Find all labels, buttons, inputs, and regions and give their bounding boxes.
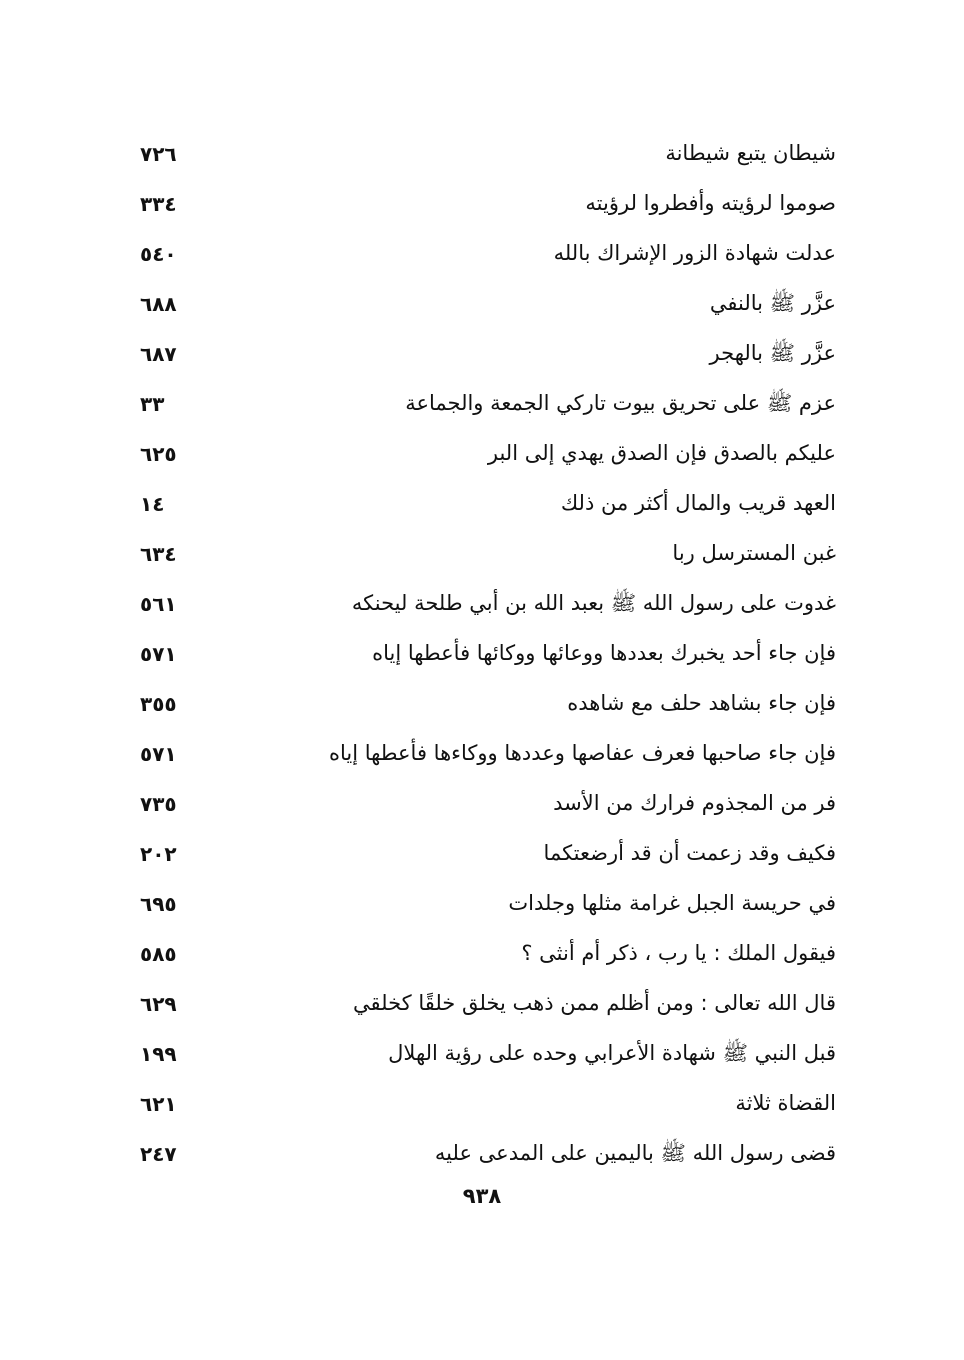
index-entry xyxy=(130,228,836,278)
entry-page-number: ٦٨٨ xyxy=(140,292,177,316)
entry-page-number: ٦٣٤ xyxy=(140,542,177,566)
entry-page-number: ٦٢٩ xyxy=(140,992,177,1016)
index-entry xyxy=(130,178,836,228)
entry-text: القضاة ثلاثة xyxy=(735,1091,836,1115)
index-entry xyxy=(130,778,836,828)
entry-text: في حريسة الجبل غرامة مثلها وجلدات xyxy=(508,891,836,915)
index-list xyxy=(130,128,836,1178)
index-entry xyxy=(130,828,836,878)
entry-text: شيطان يتبع شيطانة xyxy=(665,141,836,165)
entry-page-number: ٥٦١ xyxy=(140,592,177,616)
index-entry xyxy=(130,978,836,1028)
index-entry xyxy=(130,428,836,478)
entry-text: فإن جاء أحد يخبرك بعددها ووعائها ووكائها فأعطها إياه xyxy=(372,641,836,665)
entry-page-number: ٢٠٢ xyxy=(140,842,177,866)
entry-text: فإن جاء بشاهد حلف مع شاهده xyxy=(567,691,836,715)
entry-page-number: ٥٨٥ xyxy=(140,942,177,966)
entry-text: غبن المسترسل ربا xyxy=(672,541,836,565)
entry-text: عدلت شهادة الزور الإشراك بالله xyxy=(553,241,836,265)
index-entry xyxy=(130,528,836,578)
index-entry xyxy=(130,728,836,778)
entry-page-number: ٦٩٥ xyxy=(140,892,177,916)
index-entry xyxy=(130,578,836,628)
index-entry xyxy=(130,628,836,678)
index-entry xyxy=(130,1028,836,1078)
entry-text: عزَّر ﷺ بالهجر xyxy=(709,341,836,365)
index-entry xyxy=(130,1078,836,1128)
entry-text: فكيف وقد زعمت أن قد أرضعتكما xyxy=(543,841,836,865)
entry-text: فر من المجذوم فرارك من الأسد xyxy=(553,791,836,815)
entry-text: قال الله تعالى : ومن أظلم ممن ذهب يخلق خلقًا كخلقي xyxy=(353,991,836,1015)
entry-page-number: ٧٢٦ xyxy=(140,142,177,166)
entry-page-number: ٧٣٥ xyxy=(140,792,177,816)
entry-page-number: ١٩٩ xyxy=(140,1042,177,1066)
entry-page-number: ٢٤٧ xyxy=(140,1142,177,1166)
entry-text: غدوت على رسول الله ﷺ بعبد الله بن أبي طلحة ليحنكه xyxy=(351,591,836,615)
entry-text: قبل النبي ﷺ شهادة الأعرابي وحده على رؤية الهلال xyxy=(388,1041,836,1065)
entry-text: عزم ﷺ على تحريق بيوت تاركي الجمعة والجماعة xyxy=(405,391,836,415)
entry-page-number: ٣٣٤ xyxy=(140,192,177,216)
index-entry xyxy=(130,128,836,178)
entry-page-number: ٥٧١ xyxy=(140,742,177,766)
entry-text: صوموا لرؤيته وأفطروا لرؤيته xyxy=(585,191,836,215)
entry-page-number: ١٤ xyxy=(140,492,165,516)
index-entry xyxy=(130,478,836,528)
folio-page-number: ٩٣٨ xyxy=(462,1184,502,1208)
entry-text: العهد قريب والمال أكثر من ذلك xyxy=(560,491,836,515)
entry-page-number: ٥٧١ xyxy=(140,642,177,666)
index-entry xyxy=(130,328,836,378)
entry-page-number: ٣٣ xyxy=(140,392,165,416)
index-entry xyxy=(130,928,836,978)
index-entry xyxy=(130,1128,836,1178)
entry-text: عزَّر ﷺ بالنفي xyxy=(709,291,836,315)
index-entry xyxy=(130,678,836,728)
entry-text: عليكم بالصدق فإن الصدق يهدي إلى البر xyxy=(487,441,836,465)
entry-text: فيقول الملك : يا رب ، ذكر أم أنثى ؟ xyxy=(521,941,836,965)
index-entry xyxy=(130,878,836,928)
index-entry xyxy=(130,278,836,328)
entry-page-number: ٣٥٥ xyxy=(140,692,177,716)
entry-page-number: ٥٤٠ xyxy=(140,242,177,266)
entry-page-number: ٦٢١ xyxy=(140,1092,177,1116)
entry-text: فإن جاء صاحبها فعرف عفاصها وعددها ووكاءها فأعطها إياه xyxy=(328,741,836,765)
index-entry xyxy=(130,378,836,428)
entry-page-number: ٦٨٧ xyxy=(140,342,177,366)
entry-text: قضى رسول الله ﷺ باليمين على المدعى عليه xyxy=(434,1141,836,1165)
entry-page-number: ٦٢٥ xyxy=(140,442,177,466)
